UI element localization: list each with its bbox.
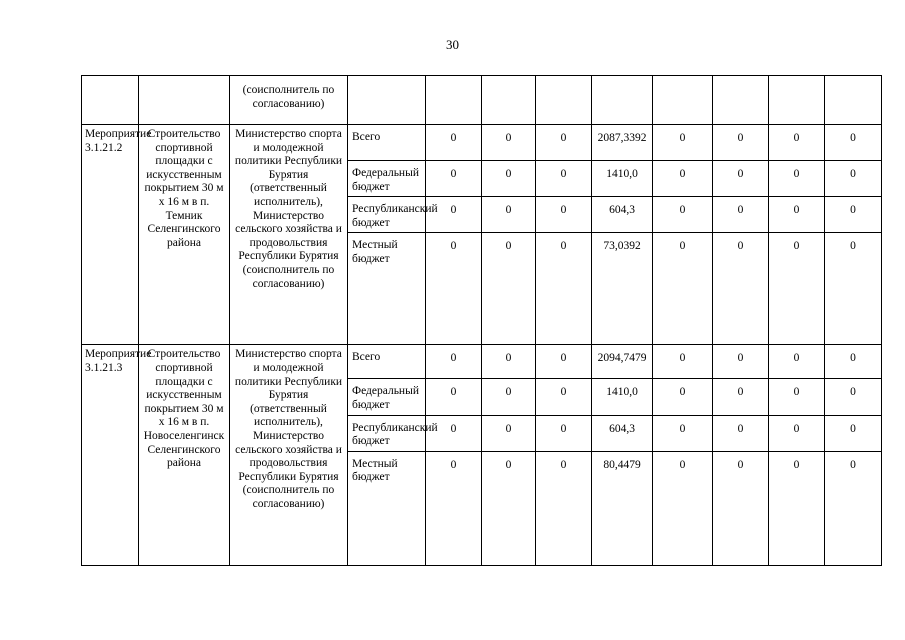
- value-cell: 0: [426, 415, 482, 451]
- value-cell: 0: [536, 161, 592, 197]
- value-cell: 0: [825, 197, 882, 233]
- value-cell: 0: [713, 379, 769, 415]
- value-cell: 0: [536, 197, 592, 233]
- value-cell: 0: [536, 233, 592, 345]
- value-cell: 0: [482, 233, 536, 345]
- value-cell: [653, 76, 713, 125]
- budget-table: [81, 75, 882, 566]
- value-cell: 0: [769, 125, 825, 161]
- value-cell: 0: [653, 415, 713, 451]
- value-cell: 0: [713, 451, 769, 565]
- value-cell: 0: [713, 197, 769, 233]
- value-cell: 0: [713, 125, 769, 161]
- value-cell: 0: [825, 161, 882, 197]
- value-cell: 0: [653, 233, 713, 345]
- value-cell: 0: [536, 379, 592, 415]
- value-cell: 1410,0: [592, 161, 653, 197]
- value-cell: 0: [536, 345, 592, 379]
- value-cell: 0: [769, 233, 825, 345]
- executor-cell: (соисполнитель по согласованию): [230, 76, 348, 125]
- value-cell: 1410,0: [592, 379, 653, 415]
- value-cell: 0: [825, 379, 882, 415]
- name-cell: Строительство спортивной площадки с искусственным покрытием 30 м х 16 м в п. Темник Селенгинского района: [139, 125, 230, 345]
- value-cell: [825, 76, 882, 125]
- executor-cell: Министерство спорта и молодежной политики Республики Бурятия (ответственный исполнитель), Министерство сельского хозяйства и продовольствия Республики Бурятия (соисполнитель по согласованию): [230, 345, 348, 565]
- code-cell: [82, 76, 139, 125]
- value-cell: 0: [653, 451, 713, 565]
- value-cell: 0: [426, 197, 482, 233]
- value-cell: 0: [426, 451, 482, 565]
- source-cell: Республиканский бюджет: [348, 415, 426, 451]
- code-cell: Мероприятие 3.1.21.2: [82, 125, 139, 345]
- value-cell: 0: [769, 379, 825, 415]
- value-cell: 0: [769, 197, 825, 233]
- value-cell: [713, 76, 769, 125]
- value-cell: 0: [482, 125, 536, 161]
- value-cell: 0: [426, 379, 482, 415]
- value-cell: 0: [426, 125, 482, 161]
- value-cell: 0: [713, 161, 769, 197]
- value-cell: 0: [769, 415, 825, 451]
- value-cell: 604,3: [592, 415, 653, 451]
- executor-cell: Министерство спорта и молодежной политики Республики Бурятия (ответственный исполнитель), Министерство сельского хозяйства и продовольствия Республики Бурятия (соисполнитель по согласованию): [230, 125, 348, 345]
- value-cell: 0: [825, 125, 882, 161]
- value-cell: 0: [426, 233, 482, 345]
- value-cell: [769, 76, 825, 125]
- table-row: [82, 125, 882, 161]
- table-row-continuation: [82, 76, 882, 125]
- value-cell: 0: [482, 415, 536, 451]
- value-cell: 0: [769, 161, 825, 197]
- value-cell: 0: [653, 379, 713, 415]
- value-cell: 0: [426, 345, 482, 379]
- name-cell: Строительство спортивной площадки с искусственным покрытием 30 м х 16 м в п. Новоселенгинск Селенгинского района: [139, 345, 230, 565]
- source-cell: Всего: [348, 345, 426, 379]
- value-cell: 0: [536, 415, 592, 451]
- table-row: [82, 345, 882, 379]
- source-cell: Местный бюджет: [348, 233, 426, 345]
- value-cell: 0: [825, 451, 882, 565]
- value-cell: 604,3: [592, 197, 653, 233]
- value-cell: 0: [482, 197, 536, 233]
- code-cell: Мероприятие 3.1.21.3: [82, 345, 139, 565]
- value-cell: 0: [713, 345, 769, 379]
- value-cell: 0: [536, 125, 592, 161]
- value-cell: 0: [653, 125, 713, 161]
- value-cell: 0: [482, 161, 536, 197]
- value-cell: 0: [825, 415, 882, 451]
- value-cell: [482, 76, 536, 125]
- name-cell: [139, 76, 230, 125]
- value-cell: [592, 76, 653, 125]
- value-cell: 0: [825, 233, 882, 345]
- value-cell: 0: [769, 451, 825, 565]
- value-cell: 0: [653, 197, 713, 233]
- source-cell: Республиканский бюджет: [348, 197, 426, 233]
- page-number: 30: [446, 37, 459, 52]
- value-cell: 0: [653, 345, 713, 379]
- value-cell: [426, 76, 482, 125]
- value-cell: 0: [653, 161, 713, 197]
- value-cell: 2094,7479: [592, 345, 653, 379]
- table-body: [82, 76, 882, 566]
- source-cell: [348, 76, 426, 125]
- value-cell: 0: [482, 379, 536, 415]
- source-cell: Федеральный бюджет: [348, 161, 426, 197]
- value-cell: 0: [825, 345, 882, 379]
- value-cell: 0: [713, 233, 769, 345]
- value-cell: 80,4479: [592, 451, 653, 565]
- value-cell: 0: [536, 451, 592, 565]
- value-cell: 0: [769, 345, 825, 379]
- value-cell: [536, 76, 592, 125]
- source-cell: Федеральный бюджет: [348, 379, 426, 415]
- value-cell: 0: [482, 345, 536, 379]
- value-cell: 73,0392: [592, 233, 653, 345]
- value-cell: 0: [713, 415, 769, 451]
- value-cell: 2087,3392: [592, 125, 653, 161]
- source-cell: Местный бюджет: [348, 451, 426, 565]
- value-cell: 0: [482, 451, 536, 565]
- value-cell: 0: [426, 161, 482, 197]
- source-cell: Всего: [348, 125, 426, 161]
